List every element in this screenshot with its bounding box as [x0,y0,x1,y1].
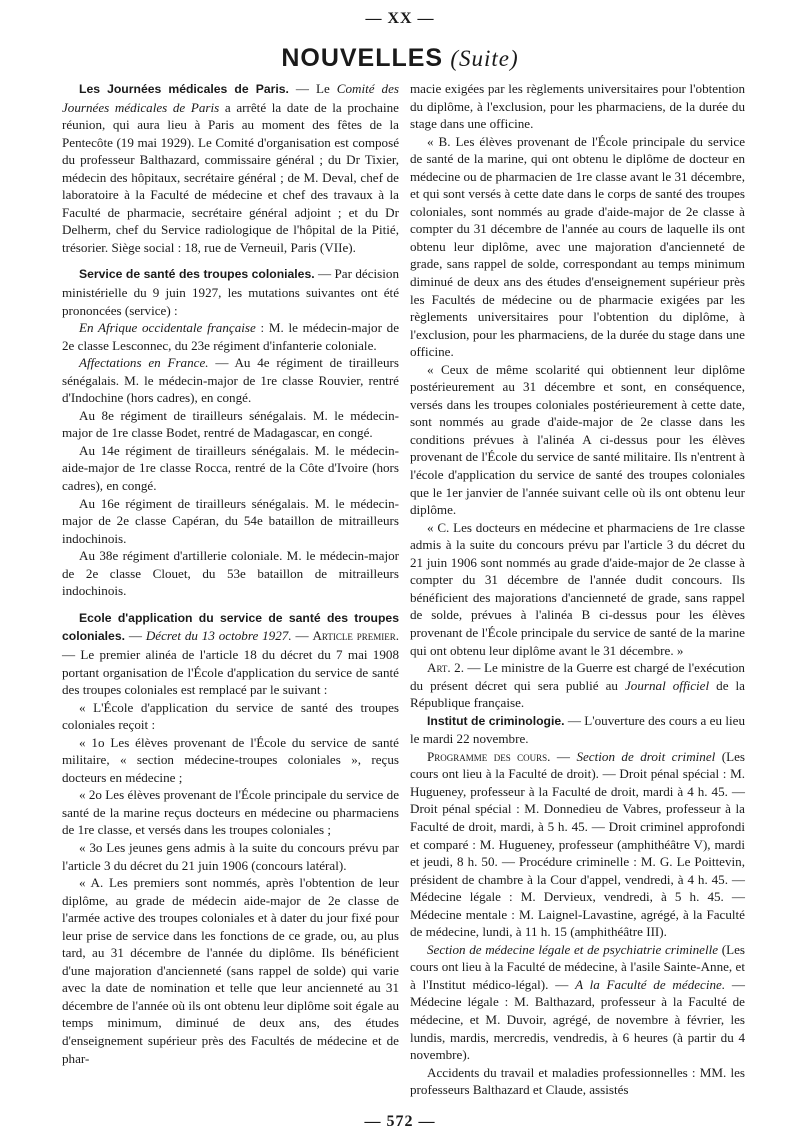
paragraph-38e-regiment: Au 38e régiment d'artillerie coloniale. M. le médecin-major de 2e classe Clouet, du 53e bataillon de mitrailleurs indochinois. [62,548,399,599]
right-column [410,80,745,1099]
paragraph-accidents-travail: Accidents du travail et maladies professionnelles : MM. les professeurs Balthazard et Claude, assistés [410,1064,745,1098]
text-run: — Le premier alinéa de l'article 18 du décret du 7 mai 1908 portant organisation de l'École d'application du service de santé des troupes coloniales est remplacé par le suivant : [62,646,399,698]
text-run: (Les cours ont lieu à la Faculté de droit). — Droit pénal spécial : M. Hugueney, professeur à la Faculté de droit, mardi à 4 h. 45. — Droit pénal spécial : M. Donnedieu de Vabres, professeur à la Faculté de droit, mardi, à 5 h. 45. — Droit criminel approfondi et comparé : M. Hugueney, professeur (amphithéâtre V), mardi et jeudi, 8 h. 50. — Procédure criminelle : M. G. Le Poittevin, président de chambre à la Cour d'appel, vendredi, à 4 h. 45. — Médecine légale : M. Dervieux, vendredi, à 5 h. 45. — Médecine mentale : M. Laignel-Lavastine, agrégé, à la Faculté de médecine, lundi, à 11 h. 15 (amphithéâtre III). [410,748,746,940]
paragraph-alinea-b: « B. Les élèves provenant de l'École principale du service de santé de la marine, qui ont obtenu le diplôme de docteur en médecine ou de pharmacien de 1re classe avant le 31 décembre, et qui sont versés à cette date dans le corps de santé des troupes coloniales, sont nommés au grade d'aide-major de 2e classe à compter du 31 décembre de l'année au cours de laquelle ils ont obtenu leur diplôme, avec une majoration d'ancienneté de grade, sans rappel de solde, correspondant au temps minimum diminué de deux ans des études d'enseignement supérieur près les Facultés de médecine ou de pharmacie exigées par les règlements universitaires pour l'obtention du diplôme, à l'exclusion, pour les pharmaciens, de la durée du stage dans une officine. [410,133,745,360]
paragraph-service-sante [62,265,399,319]
text-run: — Le ministre de la Guerre est chargé de l'exécution du présent décret qui sera publié au [410,660,745,693]
paragraph-meme-scolarite: « Ceux de même scolarité qui obtiennent leur diplôme postérieurement au 31 décembre et sont, en conséquence, versés dans les troupes coloniales postérieurement à cette date, sont nommés au grade d'aide-major de 2e classe dans les conditions prévues à l'alinéa A ci-dessus pour les élèves provenant de l'École du service de santé militaire. Ils n'entrent à l'école d'application du service de santé des troupes coloniales que le 1er janvier de l'année suivant celle où ils ont obtenu leur diplôme. [410,361,745,518]
text-run: — Par décision ministérielle du 9 juin 1927, les mutations suivantes ont été prononcées (service) : [62,266,399,318]
section-title [0,44,800,73]
paragraph-item-3: « 3o Les jeunes gens admis à la suite du concours prévu par l'article 3 du décret du 21 juin 1906 (concours latéral). [62,839,399,873]
text-run: de la République française. [410,677,745,711]
smallcaps-run: Art. 2. [427,660,464,676]
paragraph-14e-regiment: Au 14e régiment de tirailleurs sénégalais. M. le médecin-aide-major de 1re classe Rocca, rentré de la Côte d'Ivoire (hors cadres), en congé. [62,442,399,494]
article-heading: Service de santé des troupes coloniales. [79,267,315,282]
paragraph-journees-medicales [62,80,399,256]
roman-folio: — XX — [365,10,435,27]
paragraph-medecine-legale [410,941,745,1064]
paragraph-alinea-a: « A. Les premiers sont nommés, après l'obtention de leur diplôme, au grade de médecin aide-major de 2e classe de l'armée active des troupes coloniales et à dater du jour fixé pour leur prise de service dans les fonctions de ce grade, ou, au plus tard, au 31 décembre de l'année du diplôme. Ils bénéficient d'une majoration d'ancienneté (sans rappel de solde) qui varie avec la date de nomination et telle que leur ancienneté au 31 décembre de l'année où ils ont obtenu leur diplôme soit égale au temps minimum, diminué de deux ans, des études d'enseignement supérieur près des Facultés de médecine et de phar- [62,875,399,1066]
text-run: — [125,628,146,644]
text-run: (Les cours ont lieu à la Faculté de médecine, à l'asile Sainte-Anne, et à l'Institut médico-légal). — [410,941,745,992]
italic-run: Section de droit criminel [576,748,716,764]
paragraph-8e-regiment: Au 8e régiment de tirailleurs sénégalais. M. le médecin-major de 1re classe Bodet, rentré de Madagascar, en congé. [62,407,399,441]
paragraph-institut-criminologie [410,712,745,748]
text-run: — L'ouverture des cours a eu lieu le mardi 22 novembre. [410,712,745,747]
page-number: — 572 — [364,1113,436,1130]
italic-run: A la Faculté de médecine. [575,976,726,992]
text-run: a arrêté la date de la prochaine réunion, qui aura lieu à Paris au moment des fêtes de la Pentecôte (19 mai 1929). Le Comité d'organisation est composé du professeur Balthazard, commissaire général ; du Dr Tixier, médecin des hôpitaux, secrétaire général ; de M. Deval, chef de laboratoire à la Faculté de médecine et chef des travaux à la Faculté de pharmacie, secrétaire général adjoint ; et du Dr Delherm, chef du Service radiologique de l'hôpital de la Pitié, trésorier. Siège social : 18, rue de Verneuil, Paris (VIIe). [62,99,399,255]
paragraph-programme-cours [410,748,745,941]
paragraph-ecole-recoit: « L'École d'application du service de santé des troupes coloniales reçoit : [62,699,399,733]
text-run: — [291,628,313,644]
italic-run: En Afrique occidentale française [79,320,256,336]
paragraph-ecole-application [62,609,399,699]
paragraph-affectations [62,354,399,407]
article-heading: Les Journées médicales de Paris. [79,82,289,96]
paragraph-item-1: « 1o Les élèves provenant de l'École du service de santé militaire, « section médecine-troupes coloniales », reçus docteurs en médecine ; [62,734,399,785]
text-run: — Le [288,81,337,96]
italic-run: Journal officiel [625,677,710,693]
text-run: — [550,748,577,764]
italic-run: Décret du 13 octobre 1927. [145,628,292,644]
italic-run: Comité des Journées médicales de Paris [62,81,399,115]
article-heading: Ecole d'application du service de santé des troupes coloniales. [62,610,399,644]
title-suite: (Suite) [450,46,519,71]
article-heading: Institut de criminologie. [427,713,565,728]
left-column [62,80,399,1067]
smallcaps-run: Programme des cours. [427,748,551,764]
paragraph-article-2 [410,659,745,712]
paragraph-alinea-c: « C. Les docteurs en médecine et pharmaciens de 1re classe admis à la suite du concours prévu par l'article 3 du décret du 21 juin 1906 sont nommés au grade d'aide-major de 2e classe à compter du 31 décembre de l'année dudit concours. Ils bénéficient des majorations d'ancienneté de grade, sans rappel de solde, prévues à l'alinéa B ci-dessus pour les élèves provenant de l'École principale du service de santé de la marine qui ont obtenu leur diplôme avant le 31 décembre. » [410,519,745,658]
paragraph-afrique [62,319,399,354]
smallcaps-run: Article premier. [312,628,399,644]
text-run: — Au 4e régiment de tirailleurs sénégalais. M. le médecin-major de 1re classe Rouvier, rentré d'Indochine (hors cadres), en congé. [62,355,399,406]
paragraph-continuation: macie exigées par les règlements universitaires pour l'obtention du diplôme, à l'exclusion, pour les pharmaciens, de la durée du stage dans une officine. [410,81,745,132]
italic-run: Affectations en France. [79,355,209,371]
paragraph-16e-regiment: Au 16e régiment de tirailleurs sénégalais. M. le médecin-major de 2e classe Capéran, du 54e bataillon de mitrailleurs indochinois. [62,495,399,546]
paragraph-item-2: « 2o Les élèves provenant de l'École principale du service de santé de la marine reçus docteurs en médecine ou pharmaciens de 1re classe, et versés dans les troupes coloniales ; [62,787,399,838]
text-run: — Médecine légale : M. Balthazard, professeur à la Faculté de médecine, et M. Duvoir, agrégé, de novembre à février, les lundis, mardis, mercredis, vendredis, à 6 heures (à partir du 4 novembre). [410,976,746,1063]
title-main: NOUVELLES [281,44,444,72]
text-run: : M. le médecin-major de 2e classe Lesconnec, du 23e régiment d'infanterie coloniale. [62,320,400,353]
italic-run: Section de médecine légale et de psychiatrie criminelle [427,941,719,957]
